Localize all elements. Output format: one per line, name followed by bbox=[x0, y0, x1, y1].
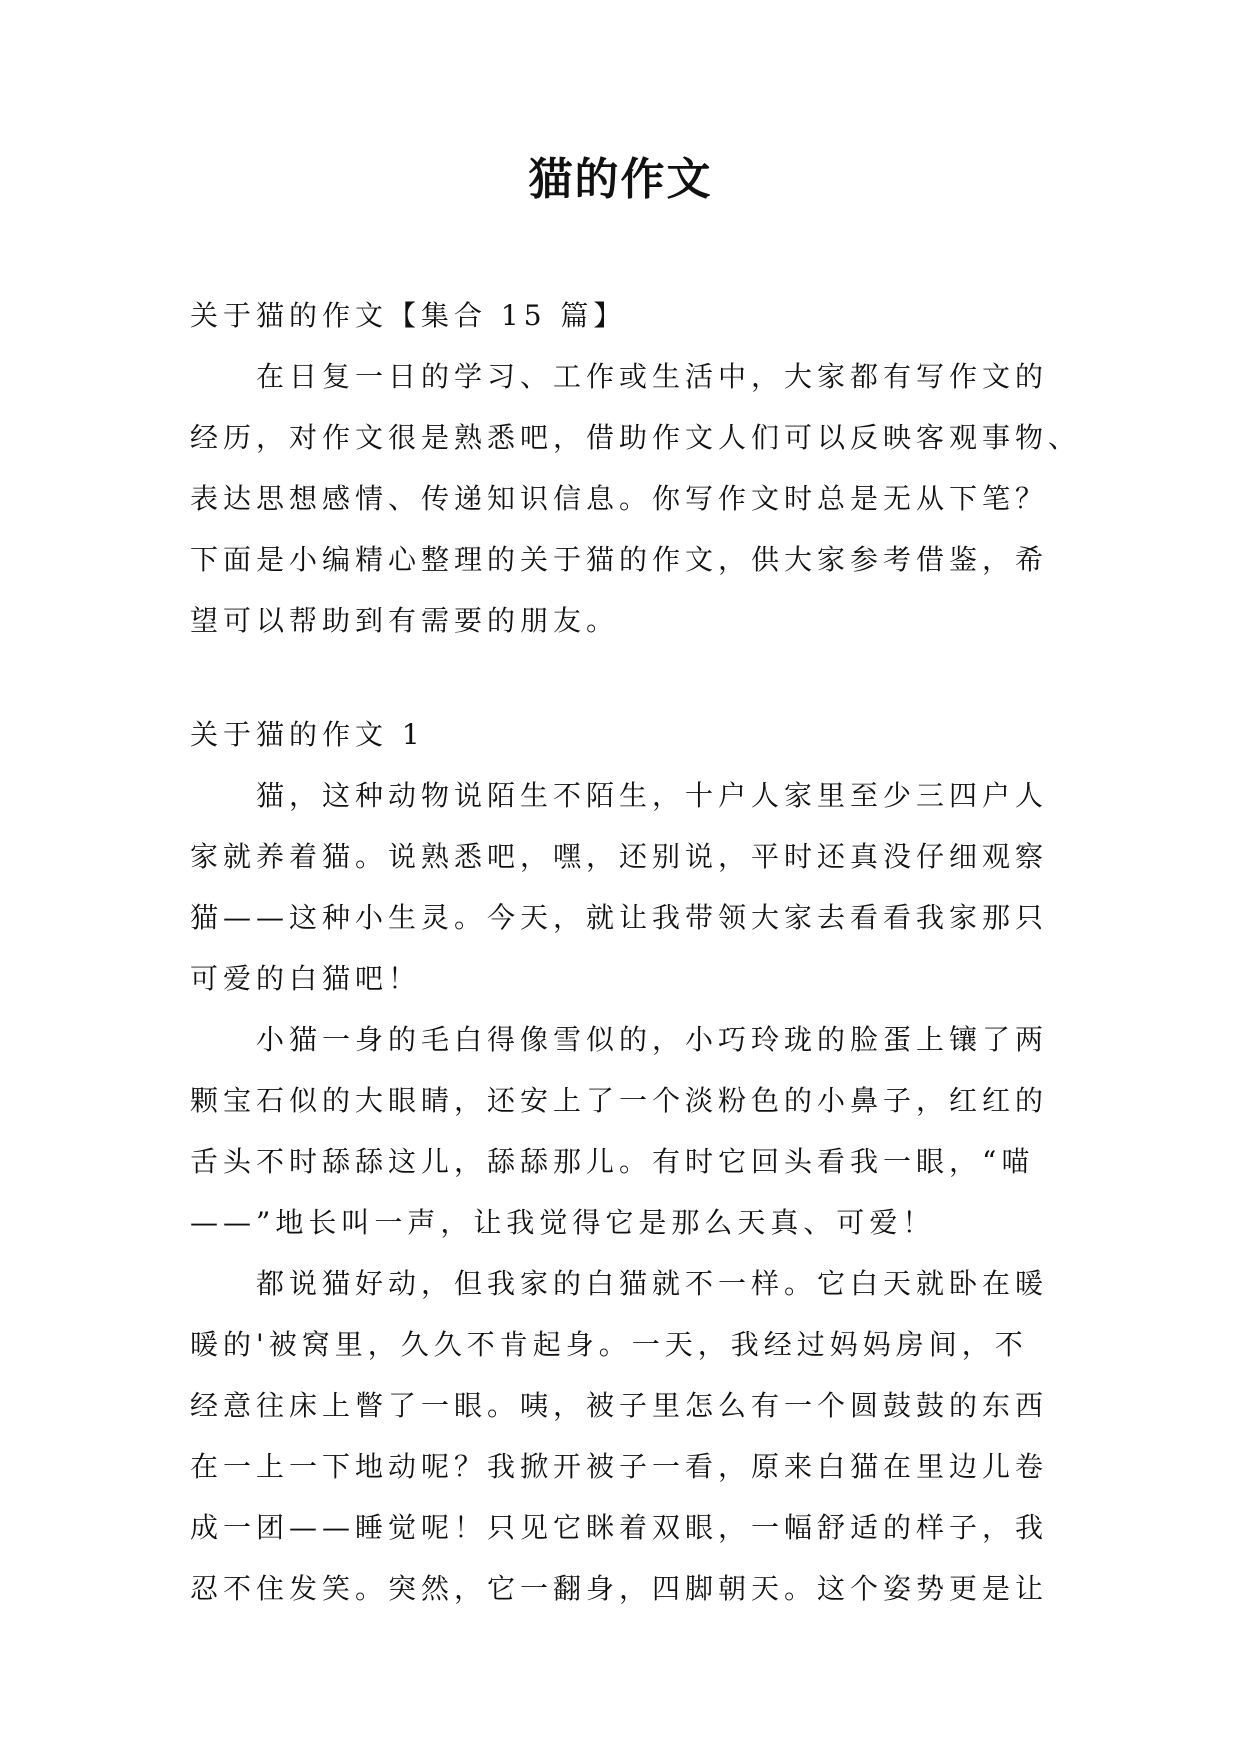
intro-line: 下面是小编精心整理的关于猫的作文，供大家参考借鉴，希 bbox=[190, 543, 1049, 576]
paragraph-1-line: 可爱的白猫吧！ bbox=[190, 962, 422, 995]
paragraph-3-line: 成一团——睡觉呢！只见它眯着双眼，一幅舒适的样子，我 bbox=[190, 1511, 1049, 1544]
paragraph-1-line: 猫，这种动物说陌生不陌生，十户人家里至少三四户人 bbox=[256, 779, 1049, 812]
paragraph-2-line: 小猫一身的毛白得像雪似的，小巧玲珑的脸蛋上镶了两 bbox=[256, 1023, 1049, 1056]
paragraph-3-line: 都说猫好动，但我家的白猫就不一样。它白天就卧在暖 bbox=[256, 1267, 1049, 1300]
intro-line: 望可以帮助到有需要的朋友。 bbox=[190, 604, 620, 637]
intro-line: 在日复一日的学习、工作或生活中，大家都有写作文的 bbox=[256, 360, 1049, 393]
document-title: 猫的作文 bbox=[528, 154, 713, 205]
paragraph-1-line: 家就养着猫。说熟悉吧，嘿，还别说，平时还真没仔细观察 bbox=[190, 840, 1049, 873]
section-spacer bbox=[190, 651, 1055, 704]
paragraph-3-line: 暖的'被窝里，久久不肯起身。一天，我经过妈妈房间，不 bbox=[190, 1328, 1028, 1361]
essay-heading: 关于猫的作文 1 bbox=[190, 718, 425, 751]
intro-line: 表达思想感情、传递知识信息。你写作文时总是无从下笔？ bbox=[190, 482, 1049, 515]
paragraph-3-line: 经意往床上瞥了一眼。咦，被子里怎么有一个圆鼓鼓的东西 bbox=[190, 1389, 1049, 1422]
document-body bbox=[190, 285, 1082, 1619]
paragraph-2-line: 颗宝石似的大眼睛，还安上了一个淡粉色的小鼻子，红红的 bbox=[190, 1084, 1049, 1117]
intro-heading: 关于猫的作文【集合 15 篇】 bbox=[190, 299, 627, 332]
paragraph-3-line: 在一上一下地动呢？我掀开被子一看，原来白猫在里边儿卷 bbox=[190, 1450, 1049, 1483]
intro-line: 经历，对作文很是熟悉吧，借助作文人们可以反映客观事物、 bbox=[190, 421, 1082, 454]
paragraph-3-line: 忍不住发笑。突然，它一翻身，四脚朝天。这个姿势更是让 bbox=[190, 1572, 1049, 1605]
paragraph-2-line: 舌头不时舔舔这儿，舔舔那儿。有时它回头看我一眼，“喵 bbox=[190, 1145, 1035, 1178]
paragraph-1-line: 猫——这种小生灵。今天，就让我带领大家去看看我家那只 bbox=[190, 901, 1049, 934]
paragraph-2-line: ——”地长叫一声，让我觉得它是那么天真、可爱！ bbox=[190, 1206, 936, 1239]
